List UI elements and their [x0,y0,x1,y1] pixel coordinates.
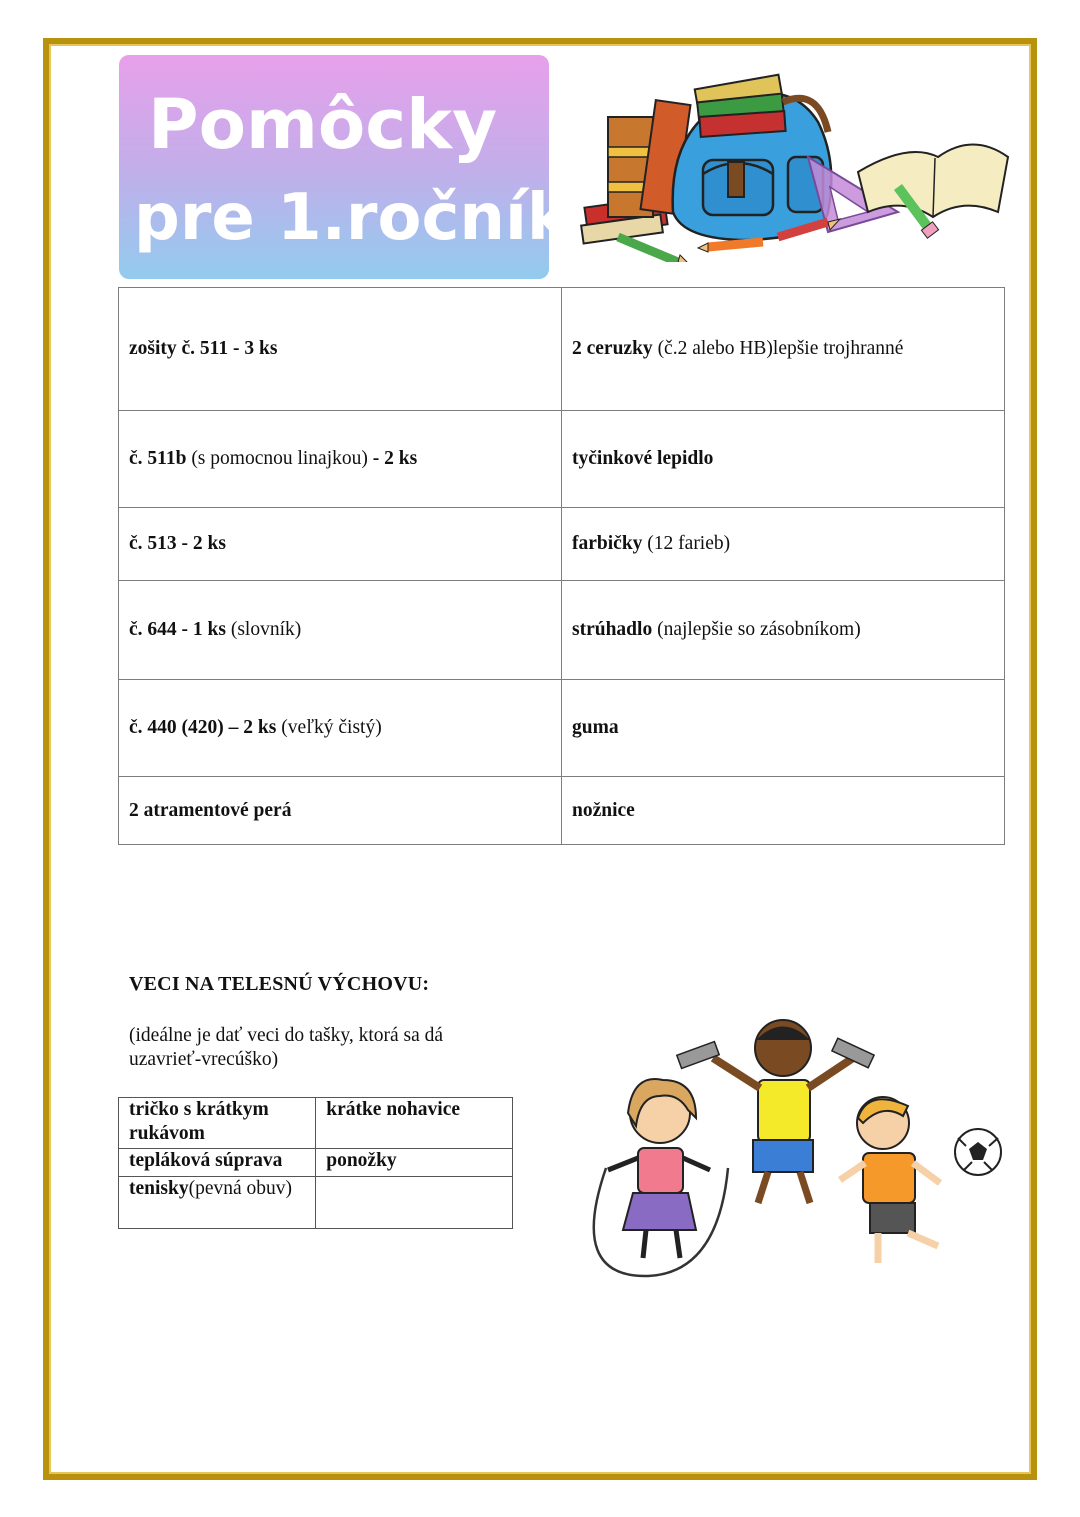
table-row [119,1177,513,1229]
title-banner [119,55,570,279]
cell-text: (12 farieb) [642,533,731,554]
cell-text: tyčinkové lepidlo [572,448,714,469]
cell-text: - 2 ks [372,448,418,469]
table-cell [562,581,1005,680]
pe-table [118,1097,513,1229]
table-cell [119,581,562,680]
table-cell [316,1098,513,1149]
table-row [119,581,1005,680]
table-cell [119,1177,316,1229]
cell-text: č. 440 (420) – 2 ks [129,717,277,738]
table-cell [119,1149,316,1177]
cell-text: (pevná obuv) [188,1178,293,1199]
table-cell [316,1177,513,1229]
table-row [119,288,1005,411]
cell-text: ponožky [326,1150,397,1171]
table-cell [119,508,562,581]
cell-text: guma [572,717,619,738]
cell-text: (veľký čistý) [276,717,382,738]
cell-text: tepláková súprava [129,1150,283,1171]
cell-text: tenisky [129,1178,189,1199]
cell-text: krátke nohavice [326,1099,461,1120]
table-cell [119,1098,316,1149]
cell-text: tričko s krátkym rukávom [129,1099,269,1144]
cell-text: strúhadlo [572,619,653,640]
pe-note: (ideálne je dať veci do tašky, ktorá sa dá uzavrieť-vrecúško) [129,1025,444,1070]
cell-text: farbičky [572,533,643,554]
table-cell [316,1149,513,1177]
cell-text: zošity č. 511 - 3 ks [129,338,278,359]
table-row [119,680,1005,777]
table-row [119,777,1005,845]
cell-text: (s pomocnou linajkou) [186,448,373,469]
title-line-2: pre 1.ročník [134,181,570,255]
table-cell [562,680,1005,777]
pe-heading: VECI NA TELESNÚ VÝCHOVU: [129,973,430,995]
table-row [119,1149,513,1177]
table-row [119,508,1005,581]
cell-text: (č.2 alebo HB)lepšie trojhranné [652,338,904,359]
table-cell [119,411,562,508]
table-cell [562,777,1005,845]
table-cell [562,508,1005,581]
table-cell [562,411,1005,508]
kids-exercising-illustration [578,1018,1008,1280]
table-row [119,1098,513,1149]
school-supplies-illustration [578,62,1013,262]
cell-text: nožnice [572,799,635,821]
table-row [119,411,1005,508]
cell-text: (najlepšie so zásobníkom) [652,619,861,640]
table-cell [119,777,562,845]
table-cell [119,680,562,777]
table-cell [119,288,562,411]
title-line-1: Pomôcky [148,85,498,165]
cell-text: č. 511b [129,448,187,469]
cell-text: 2 atramentové perá [129,799,292,821]
table-cell [562,288,1005,411]
cell-text: 2 ceruzky [572,338,653,359]
cell-text: č. 513 - 2 ks [129,533,226,554]
cell-text: č. 644 - 1 ks [129,619,226,640]
cell-text: (slovník) [225,619,302,640]
supplies-table [118,287,1005,845]
